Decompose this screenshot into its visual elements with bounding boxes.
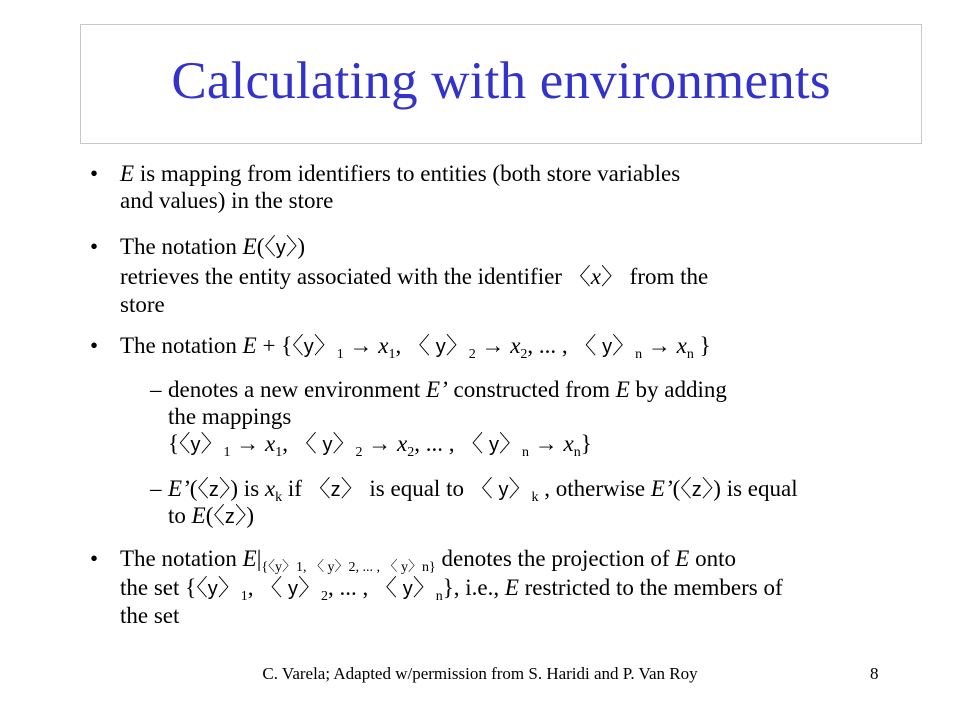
subscript: 1 <box>223 445 231 460</box>
text-run: restricted to the members of <box>518 575 783 600</box>
text-run: E’ <box>650 476 673 501</box>
subscript: n <box>521 445 529 460</box>
text-run: z <box>224 506 235 528</box>
subscript: n <box>573 445 581 460</box>
text-run: the set <box>120 603 180 628</box>
bullet-marker: • <box>90 333 99 358</box>
text-run: y <box>602 336 613 358</box>
subscript: n <box>635 347 643 362</box>
text-run: 〉 is equal to 〈 <box>340 476 499 501</box>
text-run: denotes the projection of <box>435 546 676 571</box>
text-run: , 〈 <box>395 333 436 358</box>
text-run: y <box>402 578 413 600</box>
subscript: n <box>686 347 694 362</box>
bullet-line <box>120 545 736 576</box>
text-run: 〉 from the <box>600 264 709 289</box>
text-run: the set {〈 <box>120 575 208 600</box>
text-run: 〉 <box>412 575 436 600</box>
text-run: {〈 <box>168 431 191 456</box>
text-run: y <box>322 434 333 456</box>
text-run: if 〈 <box>282 476 331 501</box>
subscript: 1 <box>240 589 248 604</box>
text-run: y <box>488 434 499 456</box>
sub-bullet-line <box>168 475 798 506</box>
text-run: denotes a new environment <box>168 377 427 402</box>
subscript: 2 <box>407 445 415 460</box>
text-run: y <box>275 237 286 259</box>
subscript: 2 <box>468 347 476 362</box>
text-run: } <box>580 431 592 456</box>
text-run: (〈 <box>205 503 225 528</box>
bullet-line <box>120 602 179 629</box>
sub-bullet-marker: – <box>150 476 162 501</box>
text-run: y <box>498 479 509 501</box>
text-run: the mappings <box>168 404 292 429</box>
text-run: (〈 <box>256 234 276 259</box>
text-run: is mapping from identifiers to entities (both store variables <box>134 161 681 186</box>
text-run: , ... , 〈 <box>414 431 489 456</box>
text-run: } <box>693 333 711 358</box>
text-run: constructed from <box>447 377 616 402</box>
text-run: to <box>168 503 192 528</box>
text-run: retrieves the entity associated with the identifier 〈 <box>120 264 591 289</box>
text-run: x <box>378 333 389 358</box>
text-run: y <box>435 336 446 358</box>
subscript: 1 <box>336 347 344 362</box>
text-run: onto <box>689 546 736 571</box>
subscript: k <box>275 490 283 505</box>
bullet-line <box>120 291 165 318</box>
text-run: → <box>642 333 677 358</box>
slide-title: Calculating with environments <box>171 52 831 110</box>
subscript: k <box>531 490 539 505</box>
sub-bullet-line <box>168 403 291 430</box>
subscript: n <box>435 589 443 604</box>
text-run: 〉 <box>612 333 636 358</box>
text-run: 〉 <box>445 333 469 358</box>
text-run: (〈 <box>189 476 209 501</box>
text-run: y <box>287 578 298 600</box>
text-run: x <box>590 264 601 289</box>
text-run: y <box>207 578 218 600</box>
text-run: E <box>504 575 519 600</box>
text-run: x <box>264 476 276 501</box>
text-run: E’ <box>168 476 190 501</box>
text-run: 〉 <box>313 333 337 358</box>
text-run: 〉 <box>297 575 321 600</box>
bullet-marker: • <box>90 161 99 186</box>
text-run: y <box>303 336 314 358</box>
text-run: E’ <box>426 377 448 402</box>
text-run: E <box>191 503 206 528</box>
subscript: 2 <box>520 347 528 362</box>
bullet-line <box>120 332 711 363</box>
text-run: + {〈 <box>256 333 304 358</box>
bullet-line <box>120 160 680 187</box>
bullet-line <box>120 574 783 605</box>
text-run: z <box>208 479 219 501</box>
bullet-line <box>120 233 305 262</box>
text-run: store <box>120 292 165 317</box>
text-run: The notation <box>120 546 243 571</box>
text-run: , ... , 〈 <box>327 575 403 600</box>
text-run: x <box>676 333 687 358</box>
text-run: E <box>675 546 690 571</box>
text-run: E <box>615 377 630 402</box>
subscript: {〈y〉1, 〈 y〉2, ... , 〈 y〉n} <box>261 560 436 575</box>
text-run: The notation <box>120 234 243 259</box>
sub-bullet-marker: – <box>150 377 162 402</box>
title-box <box>80 24 922 144</box>
text-run: , 〈 <box>247 575 288 600</box>
subscript: 2 <box>320 589 328 604</box>
subscript: 2 <box>355 445 363 460</box>
text-run: , 〈 <box>282 431 323 456</box>
text-run: 〉) is equal <box>701 476 798 501</box>
text-run: x <box>563 431 574 456</box>
text-run: | <box>256 546 262 571</box>
text-run: E <box>242 546 257 571</box>
subscript: 1 <box>388 347 396 362</box>
text-run: → <box>343 333 379 358</box>
bullet-line <box>120 187 333 214</box>
text-run: 〉) is <box>218 476 265 501</box>
text-run: y <box>190 434 201 456</box>
footer-citation: C. Varela; Adapted w/permission from S. Haridi and P. Van Roy <box>262 664 698 683</box>
bullet-marker: • <box>90 546 99 571</box>
text-run: x <box>397 431 408 456</box>
text-run: x <box>510 333 521 358</box>
text-run: E <box>242 234 257 259</box>
text-run: by adding <box>629 377 727 402</box>
text-run: → <box>528 431 564 456</box>
text-run: (〈 <box>672 476 692 501</box>
text-run: x <box>265 431 276 456</box>
text-run: The notation <box>120 333 243 358</box>
text-run: → <box>230 431 266 456</box>
text-run: 〉 <box>200 431 224 456</box>
bullet-marker: • <box>90 234 99 259</box>
text-run: and values) in the store <box>120 188 334 213</box>
text-run: → <box>475 333 511 358</box>
text-run: 〉 <box>508 476 532 501</box>
text-run: E <box>242 333 257 358</box>
text-run: → <box>362 431 398 456</box>
bullet-line <box>120 263 708 290</box>
text-run: 〉) <box>285 234 306 259</box>
page-number: 8 <box>870 664 879 683</box>
text-run: }, i.e., <box>442 575 505 600</box>
text-run: E <box>120 161 135 186</box>
text-run: z <box>691 479 702 501</box>
text-run: 〉 <box>498 431 522 456</box>
text-run: , otherwise <box>538 476 651 501</box>
sub-bullet-line <box>168 502 254 531</box>
text-run: 〉) <box>234 503 255 528</box>
sub-bullet-line <box>168 430 592 461</box>
text-run: 〉 <box>332 431 356 456</box>
sub-bullet-line <box>168 376 727 403</box>
text-run: z <box>330 479 341 501</box>
subscript: 1 <box>275 445 283 460</box>
text-run: , ... , 〈 <box>527 333 603 358</box>
text-run: 〉 <box>217 575 241 600</box>
